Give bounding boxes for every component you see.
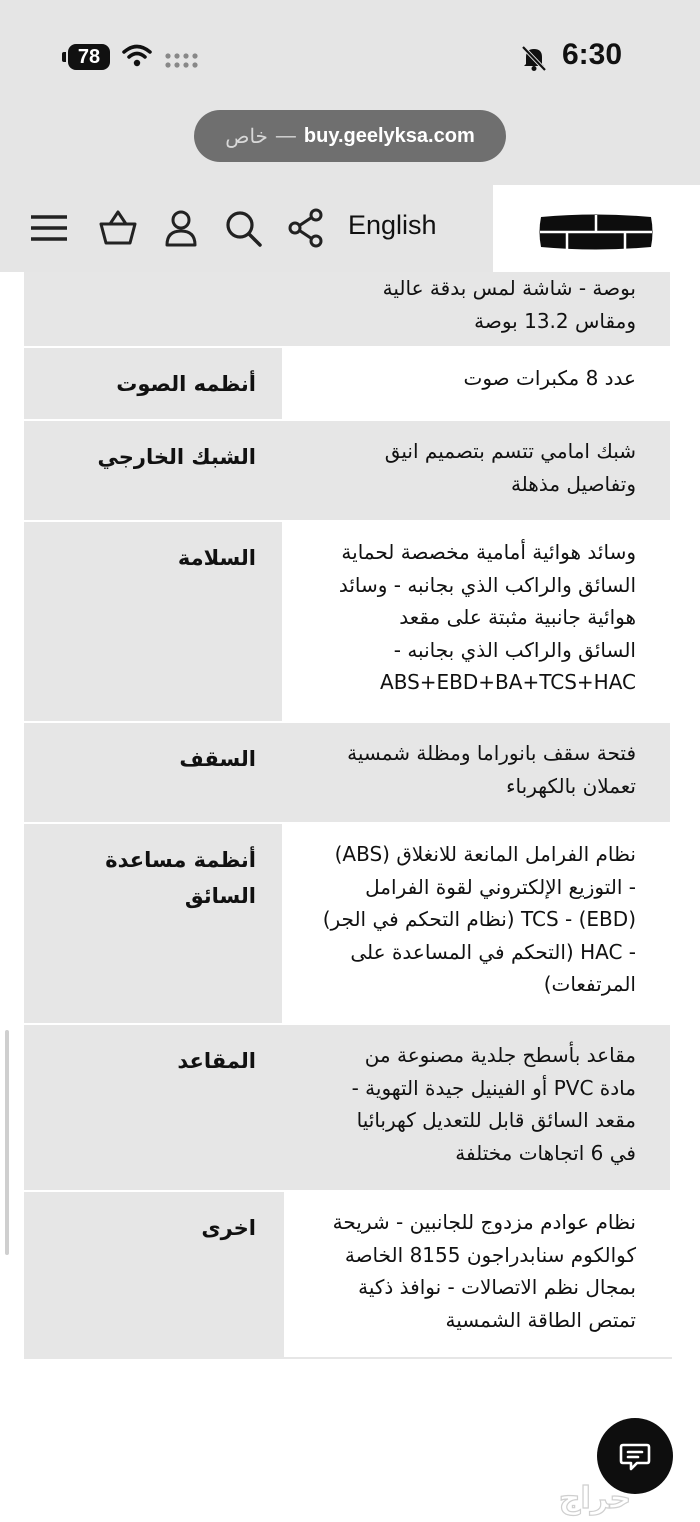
table-row xyxy=(24,1192,672,1359)
spec-value-line: نظام الفرامل المانعة للانغلاق (ABS) xyxy=(334,842,636,866)
spec-value-line: شبك امامي تتسم بتصميم انيق xyxy=(384,439,636,463)
spec-value-line: بمجال نظم الاتصالات - نوافذ ذكية xyxy=(358,1275,636,1299)
spec-value xyxy=(282,348,672,419)
url-separator: — xyxy=(275,124,296,147)
spec-value-line: تعملان بالكهرباء xyxy=(506,773,636,798)
address-bar[interactable] xyxy=(194,110,506,162)
spec-value-line: وسائد هوائية أمامية مخصصة لحماية xyxy=(341,540,636,564)
table-row xyxy=(24,723,672,824)
spec-label: أنظمة مساعدة السائق xyxy=(24,824,282,1023)
cart-icon[interactable] xyxy=(97,207,139,249)
spec-value xyxy=(282,272,672,346)
scrollbar[interactable] xyxy=(5,1030,9,1255)
spec-label: السلامة xyxy=(24,522,282,721)
silent-mode-icon xyxy=(520,44,548,72)
spec-value xyxy=(282,1192,672,1357)
spec-value-line: ABS+EBD+BA+TCS+HAC xyxy=(380,670,636,694)
spec-value-line: (EBD) - TCS (نظام التحكم في الجر) xyxy=(322,907,636,931)
table-row xyxy=(24,272,672,348)
haraj-watermark xyxy=(500,1478,690,1518)
language-switch[interactable]: English xyxy=(348,210,437,240)
spec-value xyxy=(282,723,672,822)
spec-label xyxy=(24,272,282,346)
share-icon[interactable] xyxy=(285,207,327,249)
specifications-table xyxy=(24,272,672,1359)
private-mode-label: خاص xyxy=(225,125,268,148)
spec-value-line: السائق والراكب الذي بجانبه - وسائد xyxy=(338,572,636,597)
header-toolbar xyxy=(0,185,493,272)
spec-value-line: تمتص الطاقة الشمسية xyxy=(445,1307,636,1332)
spec-value-line: - HAC (التحكم في المساعدة على xyxy=(350,939,636,964)
spec-value-line: مقاعد بأسطح جلدية مصنوعة من xyxy=(364,1043,636,1067)
spec-value-line: فتحة سقف بانوراما ومظلة شمسية xyxy=(347,741,636,765)
table-row xyxy=(24,522,672,723)
spec-value-line: في 6 اتجاهات مختلفة xyxy=(455,1140,636,1165)
spec-value-line: السائق والراكب الذي بجانبه - xyxy=(393,637,636,662)
chat-icon xyxy=(619,1440,651,1472)
cellular-signal-icon xyxy=(164,52,200,70)
spec-value-line: مقعد السائق قابل للتعديل كهربائيا xyxy=(356,1108,636,1132)
table-row xyxy=(24,421,672,522)
spec-value xyxy=(282,824,672,1023)
spec-label: الشبك الخارجي xyxy=(24,421,282,520)
spec-label: اخرى xyxy=(24,1192,282,1357)
spec-value-line: عدد 8 مكبرات صوت xyxy=(463,366,636,390)
spec-value-line: وتفاصيل مذهلة xyxy=(510,471,636,496)
search-icon[interactable] xyxy=(222,207,264,249)
spec-label: السقف xyxy=(24,723,282,822)
clock: 6:30 xyxy=(561,38,622,71)
site-header xyxy=(0,185,700,272)
table-row xyxy=(24,824,672,1025)
logo-area[interactable] xyxy=(493,185,700,272)
spec-value-line: المرتفعات) xyxy=(543,972,636,996)
battery-indicator: 78 xyxy=(68,44,110,70)
spec-label: المقاعد xyxy=(24,1025,282,1190)
spec-value-line: بوصة - شاشة لمس بدقة عالية xyxy=(382,276,636,300)
spec-value-line: - التوزيع الإلكتروني لقوة الفرامل xyxy=(365,874,636,899)
url-domain: buy.geelyksa.com xyxy=(303,124,475,147)
spec-value-line: مادة PVC أو الفينيل جيدة التهوية - xyxy=(351,1075,636,1100)
spec-value xyxy=(282,421,672,520)
spec-value-line: نظام عوادم مزدوج للجانبين - شريحة xyxy=(332,1210,636,1234)
menu-icon[interactable] xyxy=(28,207,70,249)
spec-value-line: هوائية جانبية مثبتة على مقعد xyxy=(399,605,636,629)
table-row xyxy=(24,348,672,421)
spec-label: أنظمه الصوت xyxy=(24,348,282,419)
geely-logo[interactable] xyxy=(537,213,655,251)
table-row xyxy=(24,1025,672,1192)
spec-value xyxy=(282,1025,672,1190)
wifi-icon xyxy=(122,44,152,68)
spec-value-line: ومقاس 13.2 بوصة xyxy=(474,308,636,333)
svg-text:حراج: حراج xyxy=(558,1481,632,1516)
status-bar xyxy=(0,0,700,110)
account-icon[interactable] xyxy=(160,207,202,249)
spec-value xyxy=(282,522,672,721)
spec-value-line: كوالكوم سنابدراجون 8155 الخاصة xyxy=(344,1242,636,1267)
